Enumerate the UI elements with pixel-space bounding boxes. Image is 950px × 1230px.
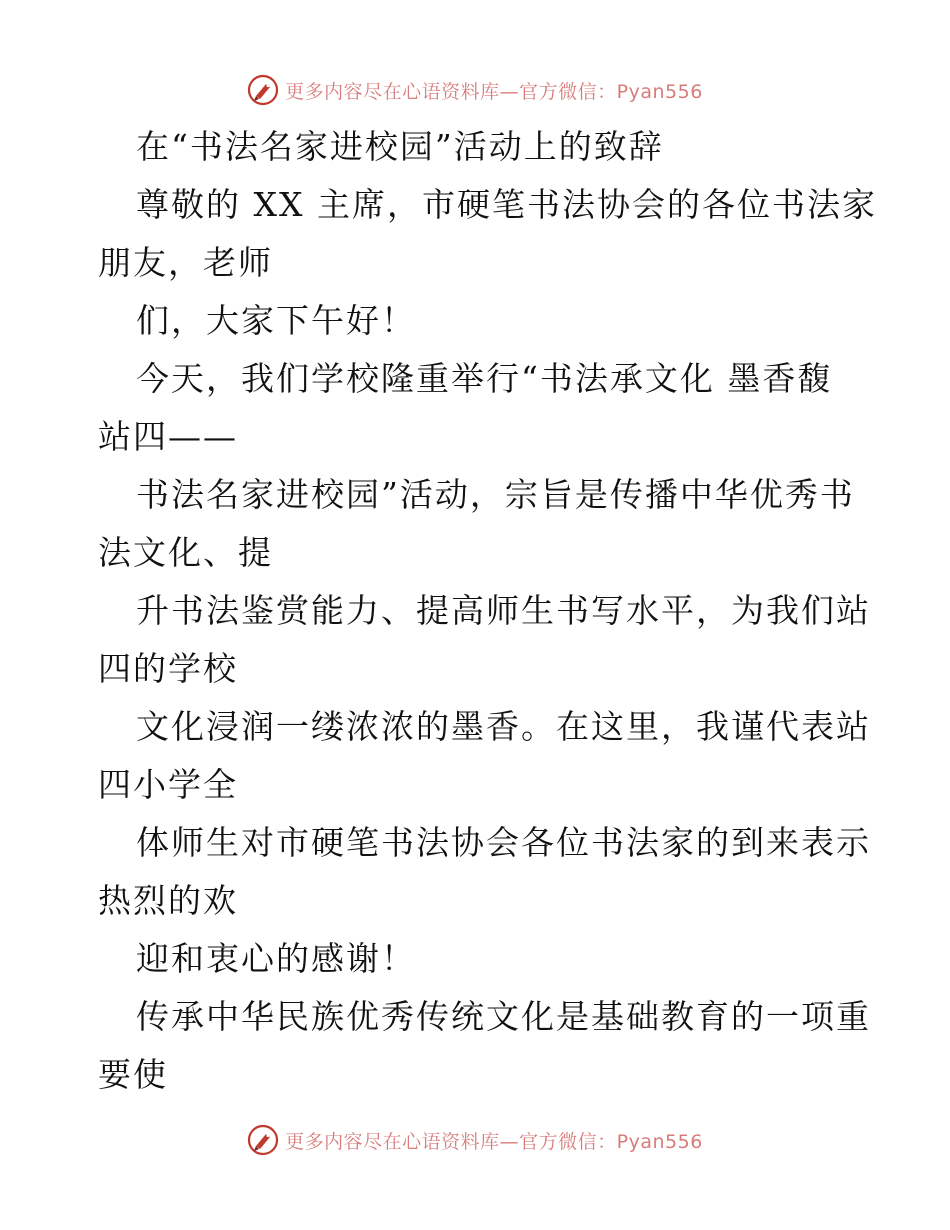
pen-logo-icon bbox=[247, 1124, 279, 1156]
text-line: 朋友，老师 bbox=[98, 243, 273, 282]
pen-logo-icon bbox=[247, 74, 279, 106]
header-banner-text: 更多内容尽在心语资料库—官方微信：Pyan556 bbox=[285, 80, 703, 103]
document-title: 在“书法名家进校园”活动上的致辞 bbox=[136, 127, 664, 166]
text-line: 迎和衷心的感谢！ bbox=[136, 939, 416, 978]
text-line: 升书法鉴赏能力、提高师生书写水平，为我们站 bbox=[136, 591, 871, 630]
text-line: 四的学校 bbox=[98, 649, 238, 688]
text-line: 体师生对市硬笔书法协会各位书法家的到来表示 bbox=[136, 823, 871, 862]
header-banner bbox=[0, 70, 950, 110]
text-line: 热烈的欢 bbox=[98, 881, 238, 920]
text-line: 四小学全 bbox=[98, 765, 238, 804]
text-line: 要使 bbox=[98, 1055, 168, 1094]
text-line: 法文化、提 bbox=[98, 533, 273, 572]
text-line: 们，大家下午好！ bbox=[136, 301, 416, 340]
text-line: 今天，我们学校隆重举行“书法承文化 墨香馥 bbox=[136, 359, 833, 398]
footer-banner bbox=[0, 1120, 950, 1160]
text-line: 传承中华民族优秀传统文化是基础教育的一项重 bbox=[136, 997, 871, 1036]
text-line: 站四—— bbox=[98, 417, 238, 456]
text-line: 尊敬的 XX 主席，市硬笔书法协会的各位书法家 bbox=[136, 185, 877, 224]
text-line: 书法名家进校园”活动，宗旨是传播中华优秀书 bbox=[136, 475, 855, 514]
footer-banner-text: 更多内容尽在心语资料库—官方微信：Pyan556 bbox=[285, 1130, 703, 1153]
document-body bbox=[98, 118, 877, 1104]
text-line: 文化浸润一缕浓浓的墨香。在这里，我谨代表站 bbox=[136, 707, 871, 746]
